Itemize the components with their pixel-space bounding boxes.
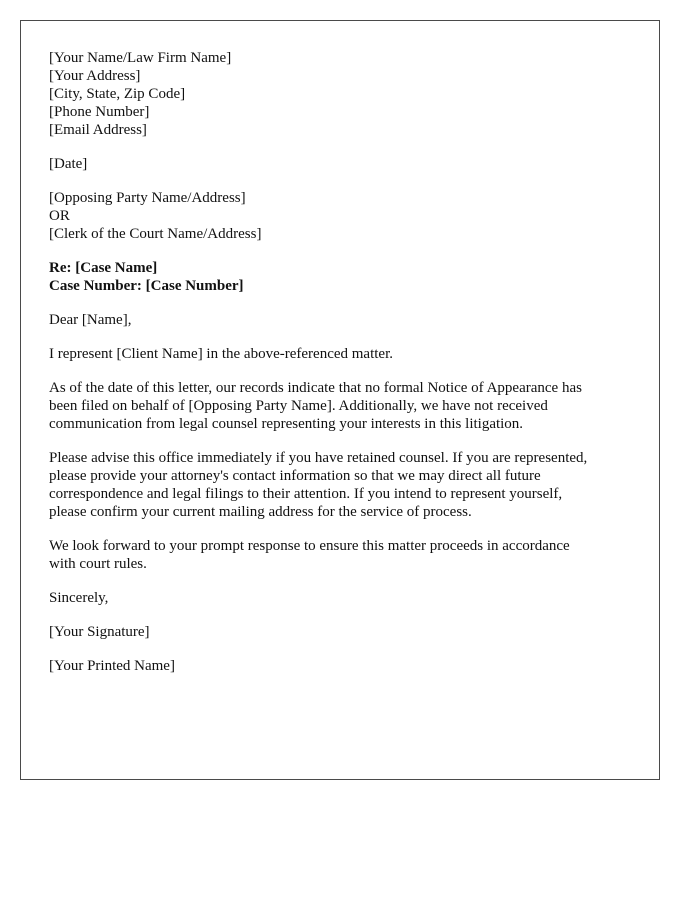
paragraph-2-line: been filed on behalf of [Opposing Party Name]. Additionally, we have not received	[49, 398, 548, 414]
salutation-block	[49, 311, 633, 329]
paragraph-1-line: I represent [Client Name] in the above-referenced matter.	[49, 346, 393, 362]
paragraph-4-line: We look forward to your prompt response to ensure this matter proceeds in accordance	[49, 538, 570, 554]
paragraph-3	[49, 449, 633, 521]
salutation: Dear [Name],	[49, 312, 132, 328]
closing-block	[49, 589, 633, 607]
paragraph-3-line: correspondence and legal filings to their attention. If you intend to represent yourself,	[49, 486, 563, 502]
closing: Sincerely,	[49, 590, 109, 606]
sender-city-state-zip: [City, State, Zip Code]	[49, 86, 186, 102]
sender-email: [Email Address]	[49, 122, 147, 138]
paragraph-4	[49, 537, 633, 573]
subject-block	[49, 259, 633, 295]
paragraph-3-line: please confirm your current mailing address for the service of process.	[49, 504, 472, 520]
signature: [Your Signature]	[49, 624, 150, 640]
paragraph-3-line: please provide your attorney's contact information so that we may direct all future	[49, 468, 541, 484]
letter-content	[49, 49, 633, 691]
signature-block	[49, 623, 633, 641]
printed-name-block	[49, 657, 633, 675]
sender-phone: [Phone Number]	[49, 104, 150, 120]
subject-re: Re: [Case Name]	[49, 260, 158, 276]
letter-page	[20, 20, 660, 780]
date-block	[49, 155, 633, 173]
recipient-block	[49, 189, 633, 243]
paragraph-1	[49, 345, 633, 363]
recipient-opposing: [Opposing Party Name/Address]	[49, 190, 246, 206]
subject-case-number: Case Number: [Case Number]	[49, 278, 244, 294]
paragraph-2	[49, 379, 633, 433]
paragraph-2-line: As of the date of this letter, our records indicate that no formal Notice of Appearance has	[49, 380, 582, 396]
sender-address: [Your Address]	[49, 68, 141, 84]
paragraph-3-line: Please advise this office immediately if you have retained counsel. If you are represented,	[49, 450, 588, 466]
printed-name: [Your Printed Name]	[49, 658, 175, 674]
sender-name: [Your Name/Law Firm Name]	[49, 50, 232, 66]
paragraph-4-line: with court rules.	[49, 556, 147, 572]
recipient-clerk: [Clerk of the Court Name/Address]	[49, 226, 262, 242]
recipient-or: OR	[49, 208, 70, 224]
paragraph-2-line: communication from legal counsel representing your interests in this litigation.	[49, 416, 524, 432]
sender-block	[49, 49, 633, 139]
letter-date: [Date]	[49, 156, 88, 172]
